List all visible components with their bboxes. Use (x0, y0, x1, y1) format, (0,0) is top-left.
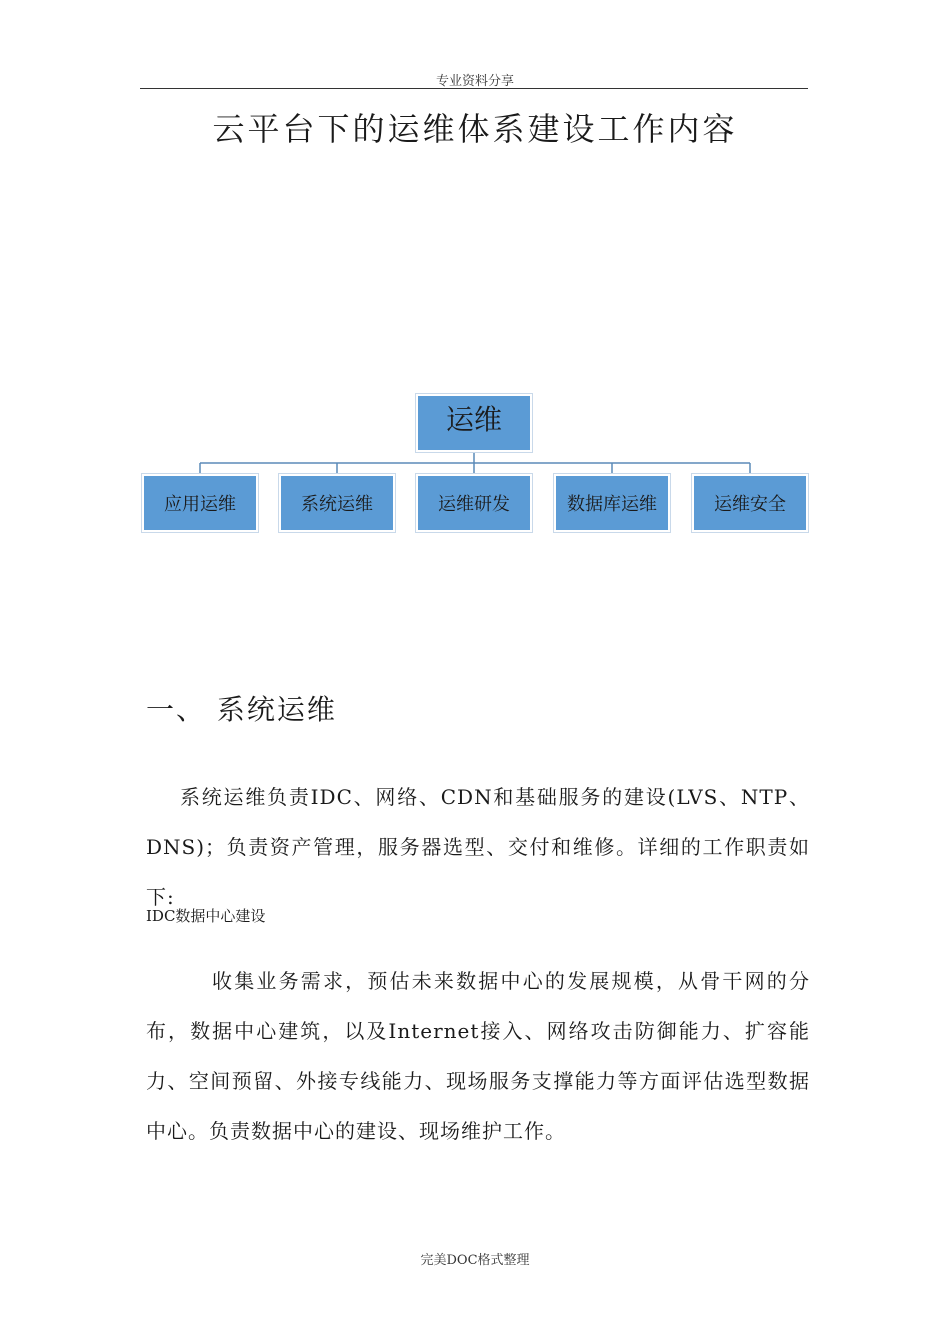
org-node-db-ops: 数据库运维 (554, 474, 670, 532)
page-footer: 完美DOC格式整理 (420, 1253, 530, 1268)
org-node-app-ops: 应用运维 (142, 474, 258, 532)
org-node-ops-security: 运维安全 (692, 474, 808, 532)
idc-body-paragraph: 收集业务需求，预估未来数据中心的发展规模，从骨干网的分布，数据中心建筑，以及Internet接入、网络攻击防御能力、扩容能力、空间预留、外接专线能力、现场服务支撑能力等方面评估选型数据中心。负责数据中心的建设、现场维护工作。 (146, 969, 810, 1143)
sub-heading-idc: IDC数据中心建设 (146, 907, 266, 925)
org-node-ops-dev: 运维研发 (416, 474, 532, 532)
org-chart (140, 390, 810, 540)
section-heading-system-ops: 一、 系统运维 (146, 693, 337, 726)
document-title: 云平台下的运维体系建设工作内容 (212, 110, 738, 148)
org-node-system-ops: 系统运维 (279, 474, 395, 532)
section-intro-paragraph: 系统运维负责IDC、网络、CDN和基础服务的建设(LVS、NTP、DNS)；负责资产管理，服务器选型、交付和维修。详细的工作职责如下: (146, 785, 810, 909)
header-rule (140, 88, 808, 89)
page-header: 专业资料分享 (435, 74, 514, 89)
org-node-root: 运维 (416, 394, 532, 452)
